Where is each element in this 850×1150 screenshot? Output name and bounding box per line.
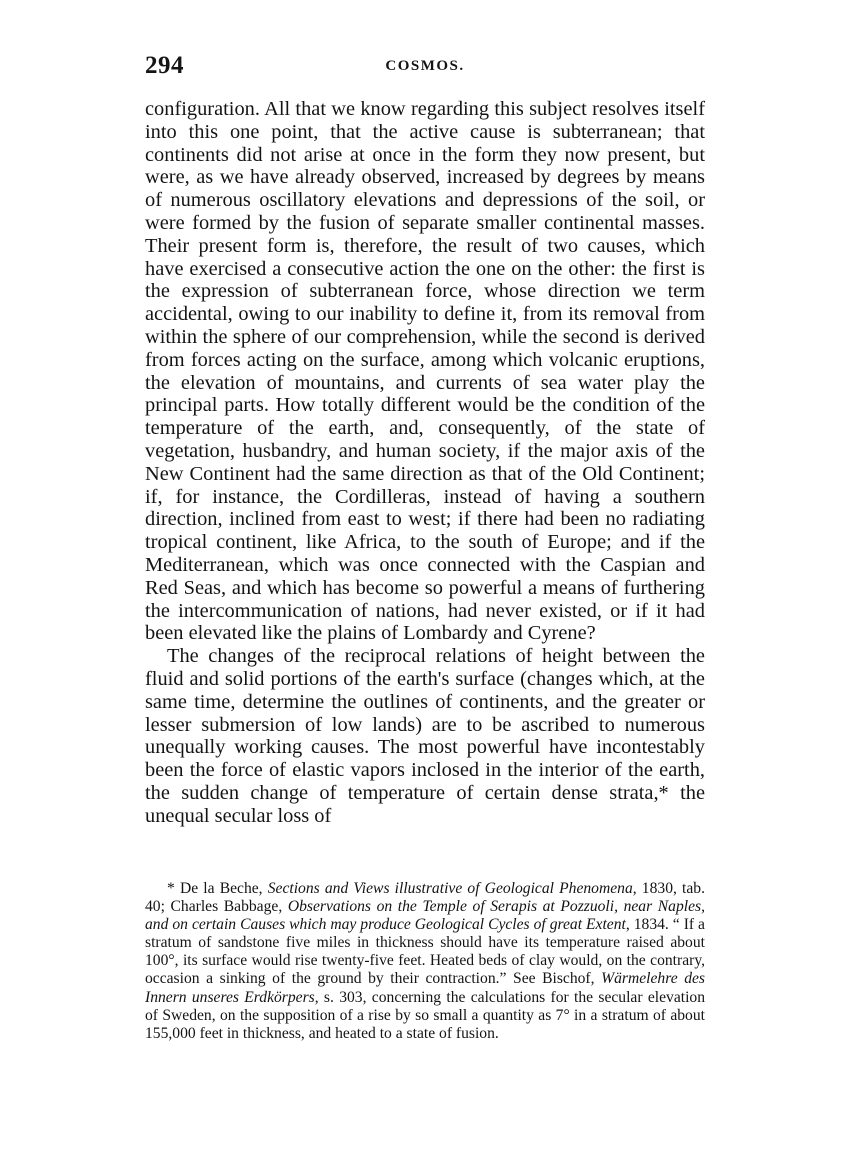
footnote-marker: * [167, 880, 180, 897]
body-text [145, 98, 705, 828]
footnote-text: De la Beche, [179, 880, 268, 897]
running-title: COSMOS. [385, 58, 465, 74]
paragraph-2: The changes of the reciprocal relations of height between the fluid and solid portions of the earth's surface (changes which, at the same time, determine the outlines of continents, and the greater or lesser submersion of low lands) are to be ascribed to numerous unequally working causes. The most powerful have incontestably been the force of elastic vapors inclosed in the interior of the earth, the sudden change of temperature of certain dense strata,* the unequal secular loss of [145, 645, 705, 827]
footnote-text: , s. 303, concerning the calculations for the secular elevation of Sweden, on the supposition of a rise by so small a quantity as 7° in a stratum of about 155,000 feet in thickness, and heated to a state of fusion. [145, 988, 706, 1042]
footnote-text: , 1830, tab. 40; Charles Babbage, [145, 880, 705, 916]
paragraph-1: configuration. All that we know regarding this subject resolves itself into this one point, that the active cause is subterranean; that continents did not arise at once in the form they now present, but were, as we have already observed, increased by degrees by means of numerous oscillatory elevations and depressions of the soil, or were formed by the fusion of separate smaller continental masses. Their present form is, therefore, the result of two causes, which have exercised a consecutive action the one on the other: the first is the expression of subterranean force, whose direction we term accidental, owing to our inability to define it, from its removal from within the sphere of our comprehension, while the second is derived from forces acting on the surface, among which volcanic eruptions, the elevation of mountains, and currents of sea water play the principal parts. How totally different would be the condition of the temperature of the earth, and, consequently, of the state of vegetation, husbandry, and human society, if the major axis of the New Continent had the same direction as that of the Old Continent; if, for instance, the Cordilleras, instead of having a southern direction, inclined from east to west; if there had been no radiating tropical continent, like Africa, to the south of Europe; and if the Mediterranean, which was once connected with the Caspian and Red Seas, and which has become so powerful a means of furthering the intercommunication of nations, had never existed, or if it had been elevated like the plains of Lombardy and Cyrene? [145, 98, 705, 645]
page-header [145, 52, 705, 82]
footnote-text: , 1834. “ If a stratum of sandstone five miles in thickness should have its temperature raised about 100°, its surface would rise twenty-five feet. Heated beds of clay would, on the contrary, occasion a sinking of the ground by their contraction.” See Bischof, [145, 916, 705, 988]
page-number: 294 [145, 52, 184, 79]
footnote [145, 880, 705, 1043]
footnote-title: Sections and Views illustrative of Geological Phenomena [267, 880, 633, 897]
footnote-title: Wärmelehre des Innern unseres Erdkörpers [145, 970, 705, 1006]
footnote-paragraph [145, 880, 705, 1043]
footnote-title: Observations on the Temple of Serapis at Pozzuoli, near Naples, and on certain Causes which may produce Geological Cycles of great Extent [145, 898, 705, 934]
